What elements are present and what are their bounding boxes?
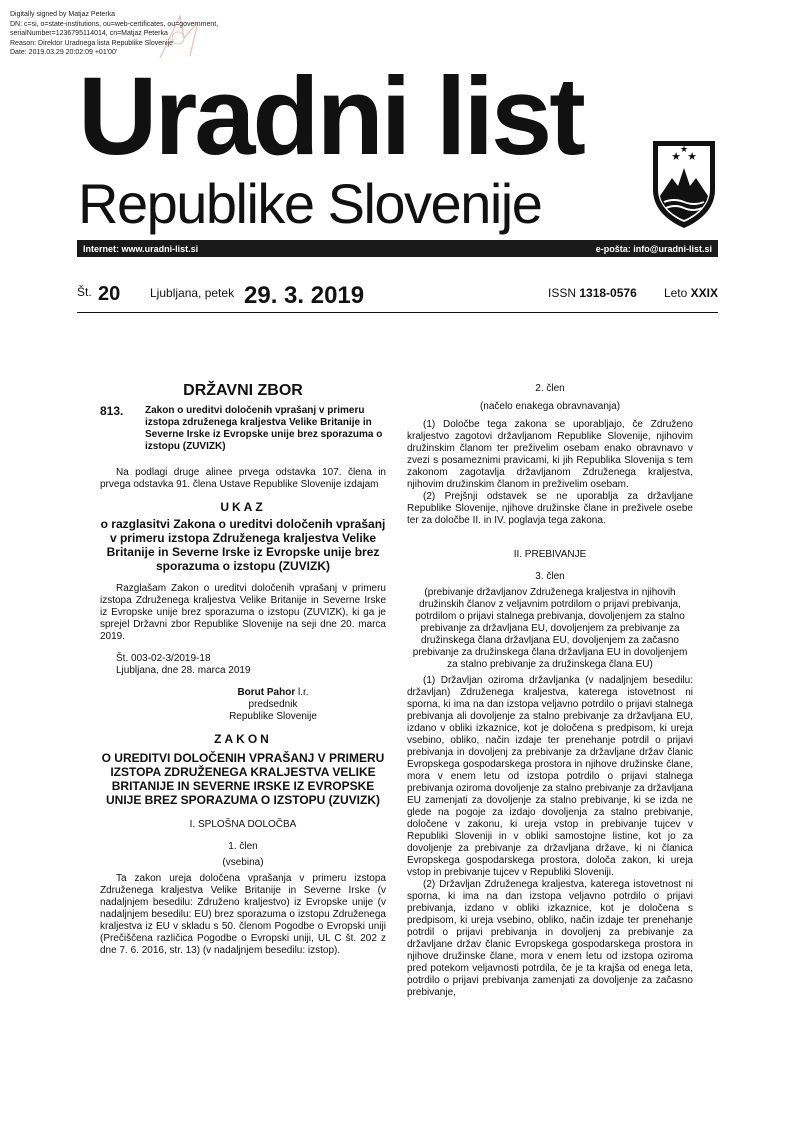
issn-value: 1318-0576 [579, 286, 637, 300]
issn-label: ISSN [548, 286, 577, 300]
article-paragraph: (1) Državljan oziroma državljanka (v nadaljnjem besedilu: državljan) Združenega kraljestva, katerega istovetnost ni sporna, ki ima na dan izstopa veljavno potrdilo o prijavi stalnega prebivanja ali dovoljenje za stalno prebivanje za državljana EU, izdano v obliki izkaznice, kot je določena s predpisom, ki ureja vsebino, obliko, način izdaje ter prenehanje potrdil o prijavi prebivanja in dovoljenj za prebivanje za državljane držav članic Evropskega gospodarskega prostora in njihove družinske člane, mora v enem letu od izstopa potrdilo o prijavi stalnega prebivanja oziroma dovoljenje za stalno prebivanje za državljana EU zamenjati za dovoljenje za stalno prebivanje, ki se izda ne glede na pogoje za izdajo dovoljenja za stalno prebivanje, določene v zakonu, ki ureja vstop in prebivanje tujcev v Republiki Sloveniji in v obliki samostojne listine, kot jo za dovoljenje za prebivanje za državljana države, ki ni članica Evropskega gospodarskega prostora, določa zakon, ki ureja vstop in prebivanje tujcev v Republiki Sloveniji. [407, 675, 693, 878]
masthead-title: Uradni list [78, 55, 583, 178]
article-paragraph: (2) Prejšnji odstavek se ne uporablja za državljane Republike Slovenije, njihove družinske člane in preživele osebe ter za določbe II. in IV. poglavja tega zakona. [407, 491, 693, 526]
contact-bar [77, 240, 718, 257]
reference-number: Št. 003-02-3/2019-18 [116, 653, 211, 664]
issue-number: 20 [98, 283, 121, 305]
signature-line: Reason: Direktor Uradnega lista Republike Slovenije [10, 39, 174, 47]
ukaz-title: o razglasitvi Zakona o ureditvi določenih vprašanj v primeru izstopa Združenega kraljestva Velike Britanije in Severne Irske iz Evropske unije brez sporazuma o izstopu (ZUVIZK) [100, 517, 386, 573]
signature-line: Digitally signed by Matjaz Peterka [10, 11, 116, 18]
year-value: XXIX [690, 286, 718, 300]
svg-text:★: ★ [687, 151, 697, 163]
volume-year [664, 286, 718, 300]
issn [548, 286, 637, 300]
signature-line: DN: c=si, o=state-institutions, ou=web-certificates, ou=government, [10, 20, 219, 28]
article-number: 3. člen [535, 571, 565, 582]
year-label: Leto [663, 286, 688, 300]
issue-line [77, 283, 718, 311]
article-subtitle: (vsebina) [222, 857, 264, 868]
article-subtitle: (prebivanje državljanov Združenega kraljestva in njihovih družinskih članov z veljavnim potrdilom o prijavi prebivanja, potrdilom o prijavi stalnega prebivanja, dovoljenjem za stalno prebivanje za državljana EU, dovoljenjem za prebivanje za družinskega člana državljana EU, dovoljenjem za začasno prebivanje za družinskega člana državljana EU in dovoljenjem za stalno prebivanje za družinskega člana EU) [412, 587, 688, 670]
section-heading: DRŽAVNI ZBOR [183, 382, 303, 399]
ukaz-heading: UKAZ [220, 500, 266, 514]
signature [160, 687, 386, 723]
signer-name: Borut Pahor [237, 687, 296, 698]
left-column [100, 383, 386, 957]
signer-lr: l.r. [295, 687, 309, 698]
header-rule [77, 312, 718, 313]
act-number: 813. [100, 404, 124, 418]
signature-line: Date: 2019.03.29 20:02:09 +01'00' [10, 49, 118, 57]
svg-text:★: ★ [679, 144, 689, 154]
act-heading [100, 405, 386, 453]
reference-block [100, 653, 386, 677]
issue-place: Ljubljana, petek [150, 286, 235, 300]
zakon-heading: ZAKON [214, 732, 272, 746]
article-subtitle: (načelo enakega obravnavanja) [479, 401, 621, 412]
issue-date: 29. 3. 2019 [244, 282, 365, 309]
act-title: Zakon o ureditvi določenih vprašanj v primeru izstopa združenega kraljestva Velike Britanije in Severne Irske iz Evropske unije brez sporazuma o izstopu (ZUVIZK) [145, 405, 383, 452]
signer-org: Republike Slovenije [229, 711, 317, 722]
zakon-title: O UREDITVI DOLOČENIH VPRAŠANJ V PRIMERU IZSTOPA ZDRUŽENEGA KRALJESTVA VELIKE BRITANIJE IN SEVERNE IRSKE IZ EVROPSKE UNIJE BREZ SPORAZUMA O IZSTOPU (ZUVIZK) [101, 751, 385, 807]
email-link[interactable]: e-pošta: info@uradni-list.si [595, 243, 712, 254]
chapter-heading: I. SPLOŠNA DOLOČBA [189, 819, 297, 830]
signature-line: serialNumber=1236795114014, cn=Matjaz Peterka [10, 30, 168, 38]
website-link[interactable]: Internet: www.uradni-list.si [83, 243, 199, 254]
article-paragraph: (1) Določbe tega zakona se uporabljajo, če Združeno kraljestvo zagotovi državljanom Republike Slovenije, njihovim družinskim članom ter preživelim osebam enako obravnavo v zvezi s posameznimi pravicami, ki jih Republika Slovenija s tem zakonom zagotavlja državljanom Združenega kraljestva, njihovim družinskim članom in preživelim osebam. [407, 419, 693, 490]
article-number: 2. člen [535, 383, 565, 394]
right-column [407, 383, 693, 999]
coat-of-arms-icon [650, 138, 718, 230]
signer [160, 687, 386, 699]
chapter-heading: II. PREBIVANJE [513, 549, 587, 560]
intro-paragraph: Na podlagi druge alinee prvega odstavka 107. člena in prvega odstavka 91. člena Ustave Republike Slovenije izdajam [100, 467, 386, 490]
signer-role: predsednik [248, 699, 298, 710]
article-paragraph: Ta zakon ureja določena vprašanja v primeru izstopa Združenega kraljestva Velike Britanije in Severne Irske (v nadaljnjem besedilu: Združeno kraljestvo) iz Evropske unije (v nadaljnjem besedilu: EU) brez sporazuma o izstopu Združenega kraljestva iz EU v skladu s 50. členom Pogodbe o Evropski uniji (Prečiščena različica Pogodbe o Evropski uniji, UL C št. 202 z dne 7. 6. 2016, str. 13) (v nadaljnjem besedilu: izstop). [100, 873, 386, 956]
issue-number-label: Št. [77, 285, 92, 299]
proclamation-paragraph: Razglašam Zakon o ureditvi določenih vprašanj v primeru izstopa Združenega kraljestva Velike Britanije in Severne Irske iz Evropske unije brez sporazuma o izstopu (ZUVIZK), ki ga je sprejel Državni zbor Republike Slovenije na seji dne 20. marca 2019. [100, 583, 386, 642]
article-number: 1. člen [228, 841, 258, 852]
reference-date: Ljubljana, dne 28. marca 2019 [116, 665, 251, 676]
article-paragraph: (2) Državljan Združenega kraljestva, katerega istovetnost ni sporna, ki ima na dan izstopa veljavno potrdilo o prijavi prebivanja, izdano v obliki izkaznice, kot je določena s predpisom, ki ureja vsebino, obliko, način izdaje ter prenehanje potrdil o prijavi prebivanja in dovoljenj za prebivanje za državljane držav članic Evropskega gospodarskega prostora in njihove družinske člane, mora v enem letu od izstopa oziroma pred potekom veljavnosti potrdila, če je ta krajša od enega leta, potrdilo o prijavi prebivanja zamenjati za dovoljenje za začasno prebivanje, [407, 879, 693, 998]
masthead-subtitle: Republike Slovenije [78, 172, 542, 235]
svg-text:★: ★ [671, 151, 681, 163]
